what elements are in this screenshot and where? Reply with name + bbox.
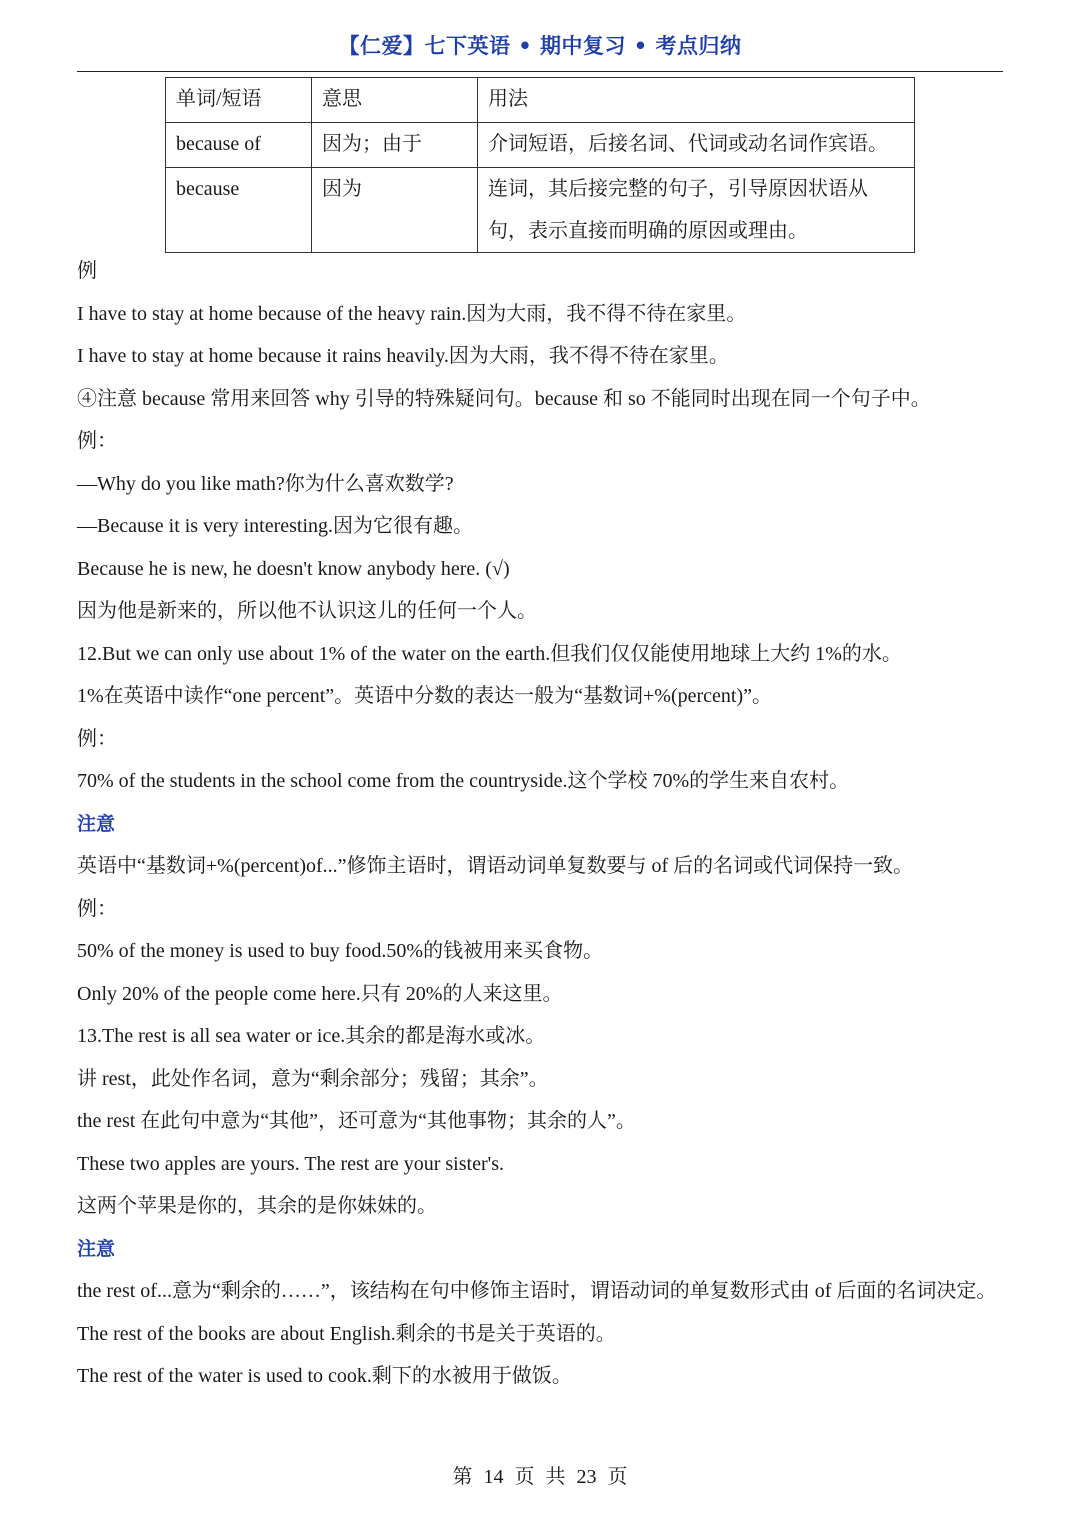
- table-row: [166, 123, 915, 168]
- table-cell: 介词短语，后接名词、代词或动名词作宾语。: [478, 123, 915, 168]
- text-line: I have to stay at home because it rains heavily.因为大雨，我不得不待在家里。: [77, 345, 729, 367]
- document-body: [77, 250, 1007, 1398]
- table-cell: because of: [166, 123, 312, 168]
- table-header-cell: 单词/短语: [166, 78, 312, 123]
- text-line: the rest of...意为“剩余的……”，该结构在句中修饰主语时，谓语动词的单复数形式由 of 后面的名词决定。: [77, 1280, 997, 1302]
- text-line: 例：: [77, 897, 117, 920]
- text-line: ④注意 because 常用来回答 why 引导的特殊疑问句。because 和 so 不能同时出现在同一个句子中。: [77, 387, 931, 410]
- text-line: 这两个苹果是你的，其余的是你妹妹的。: [77, 1195, 437, 1217]
- text-line: 12.But we can only use about 1% of the water on the earth.但我们仅仅能使用地球上大约 1%的水。: [77, 642, 902, 665]
- text-line: 因为他是新来的，所以他不认识这儿的任何一个人。: [77, 600, 537, 622]
- text-line: Because he is new, he doesn't know anybody here. (√): [77, 557, 510, 580]
- text-line: —Why do you like math?你为什么喜欢数学?: [77, 472, 454, 495]
- usage-table: [165, 77, 915, 253]
- table-cell: 连词，其后接完整的句子，引导原因状语从句，表示直接而明确的原因或理由。: [478, 168, 915, 253]
- text-line: 1%在英语中读作“one percent”。英语中分数的表达一般为“基数词+%(percent)”。: [77, 685, 772, 707]
- text-line: I have to stay at home because of the heavy rain.因为大雨，我不得不待在家里。: [77, 302, 747, 325]
- note-heading: 注意: [77, 1237, 116, 1260]
- table-cell: 因为: [312, 168, 478, 253]
- table-cell: because: [166, 168, 312, 253]
- table-header-cell: 意思: [312, 78, 478, 123]
- table-cell: 因为；由于: [312, 123, 478, 168]
- table-row: [166, 168, 915, 253]
- text-line: 例: [77, 260, 97, 282]
- text-line: 例：: [77, 430, 117, 452]
- text-line: 英语中“基数词+%(percent)of...”修饰主语时，谓语动词单复数要与 of 后的名词或代词保持一致。: [77, 855, 914, 877]
- text-line: 讲 rest，此处作名词，意为“剩余部分；残留；其余”。: [77, 1067, 549, 1090]
- text-line: —Because it is very interesting.因为它很有趣。: [77, 515, 474, 537]
- text-line: 13.The rest is all sea water or ice.其余的都是海水或冰。: [77, 1025, 546, 1047]
- text-line: These two apples are yours. The rest are your sister's.: [77, 1152, 504, 1175]
- text-line: The rest of the books are about English.剩余的书是关于英语的。: [77, 1322, 616, 1345]
- table-header-row: [166, 78, 915, 123]
- text-line: The rest of the water is used to cook.剩下的水被用于做饭。: [77, 1365, 572, 1387]
- note-heading: 注意: [77, 812, 116, 835]
- header-divider: [77, 71, 1003, 72]
- text-line: the rest 在此句中意为“其他”，还可意为“其他事物；其余的人”。: [77, 1110, 636, 1132]
- text-line: 70% of the students in the school come from the countryside.这个学校 70%的学生来自农村。: [77, 770, 850, 792]
- page-number: 第 14 页 共 23 页: [452, 1466, 628, 1488]
- text-line: 50% of the money is used to buy food.50%的钱被用来买食物。: [77, 940, 604, 962]
- table-header-cell: 用法: [478, 78, 915, 123]
- page-header-title: 【仁爱】七下英语 • 期中复习 • 考点归纳: [338, 34, 742, 58]
- text-line: 例：: [77, 727, 117, 750]
- text-line: Only 20% of the people come here.只有 20%的人来这里。: [77, 982, 563, 1005]
